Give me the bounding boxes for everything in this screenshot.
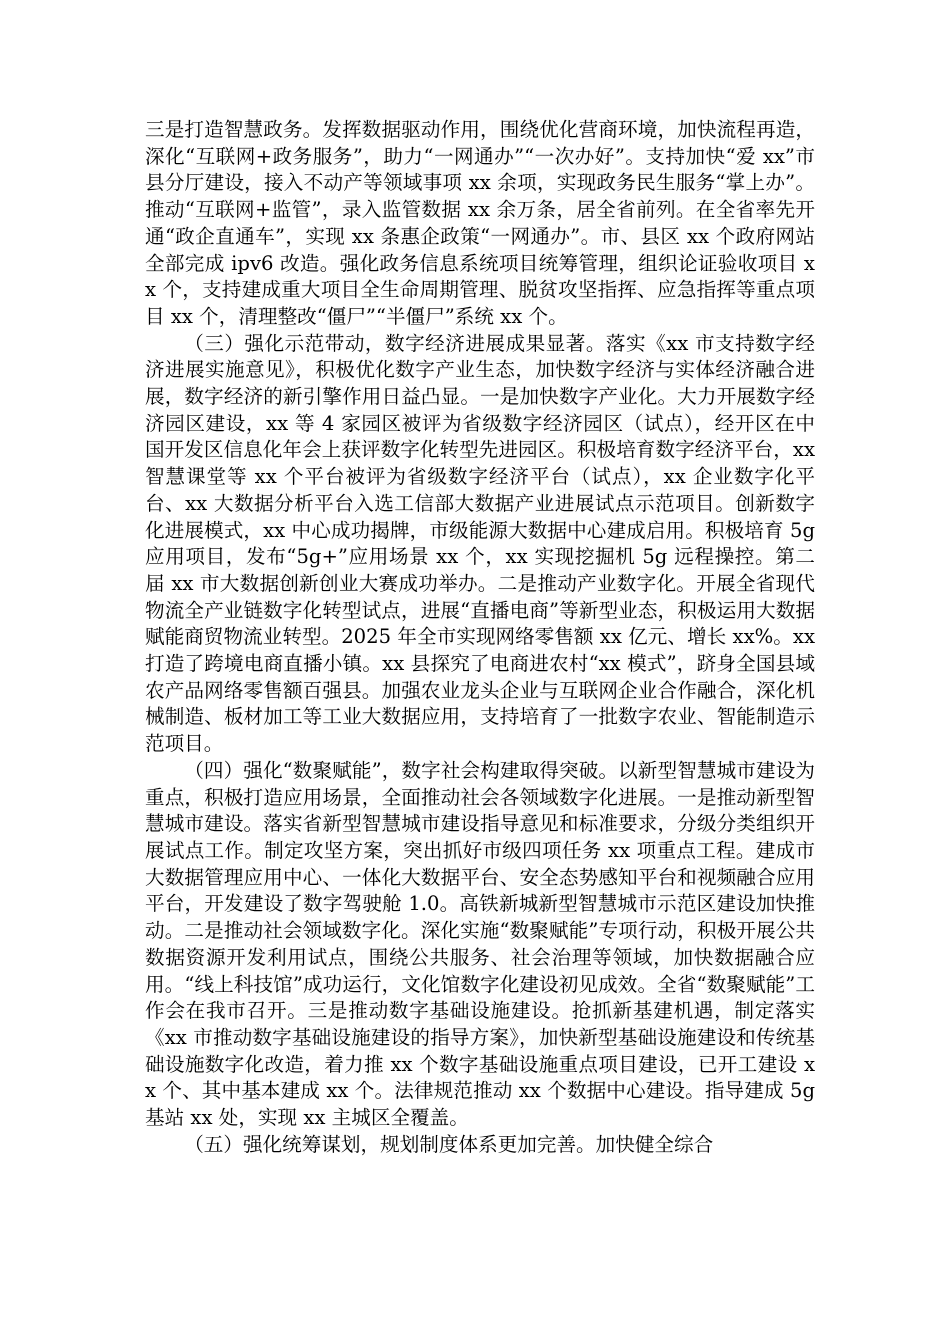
paragraph-planning-system: （五）强化统筹谋划，规划制度体系更加完善。加快健全综合 — [184, 1132, 714, 1156]
paragraph-smart-government: 三是打造智慧政务。发挥数据驱动作用，围绕优化营商环境，加快流程再造，深化“互联网+政务服务”，助力“一网通办”“一次办好”。支持加快“爱 xx”市县分厅建设，接入不动产等领域事项 xx 余项，实现政务民生服务“掌上办”。推动“互联网+监管”，录入监管数据 xx 余万条，居全省前列。在全省率先开通“政企直通车”，实现 xx 条惠企政策“一网通办”。市、县区 xx 个政府网站全部完成 ipv6 改造。强化政务信息系统项目统筹管理，组织论证验收项目 xx 个，支持建成重大项目全生命周期管理、脱贫攻坚指挥、应急指挥等重点项目 xx 个，清理整改“僵尸”“半僵尸”系统 xx 个。 — [145, 118, 815, 328]
paragraph-digital-society: （四）强化“数聚赋能”，数字社会构建取得突破。以新型智慧城市建设为重点，积极打造应用场景，全面推动社会各领域数字化进展。一是推动新型智慧城市建设。落实省新型智慧城市建设指导意见和标准要求，分级分类组织开展试点工作。制定攻坚方案，突出抓好市级四项任务 xx 项重点工程。建成市大数据管理应用中心、一体化大数据平台、安全态势感知平台和视频融合应用平台，开发建设了数字驾驶舱 1.0。高铁新城新型智慧城市示范区建设加快推动。二是推动社会领域数字化。深化实施“数聚赋能”专项行动，积极开展公共数据资源开发利用试点，围绕公共服务、社会治理等领域，加快数据融合应用。“线上科技馆”成功运行，文化馆数字化建设初见成效。全省“数聚赋能”工作会在我市召开。三是推动数字基础设施建设。抢抓新基建机遇，制定落实《xx 市推动数字基础设施建设的指导方案》，加快新型基础设施建设和传统基础设施数字化改造，着力推 xx 个数字基础设施重点项目建设，已开工建设 xx 个、其中基本建成 xx 个。法律规范推动 xx 个数据中心建设。指导建成 5g 基站 xx 处，实现 xx 主城区全覆盖。 — [145, 758, 815, 1130]
document-page — [145, 117, 815, 1158]
paragraph-digital-economy: （三）强化示范带动，数字经济进展成果显著。落实《xx 市支持数字经济进展实施意见》，积极优化数字产业生态，加快数字经济与实体经济融合进展，数字经济的新引擎作用日益凸显。一是加快数字产业化。大力开展数字经济园区建设，xx 等 4 家园区被评为省级数字经济园区（试点），经开区在中国开发区信息化年会上获评数字化转型先进园区。积极培育数字经济平台，xx 智慧课堂等 xx 个平台被评为省级数字经济平台（试点），xx 企业数字化平台、xx 大数据分析平台入选工信部大数据产业进展试点示范项目。创新数字化进展模式，xx 中心成功揭牌，市级能源大数据中心建成启用。积极培育 5g 应用项目，发布“5g+”应用场景 xx 个，xx 实现挖掘机 5g 远程操控。第二届 xx 市大数据创新创业大赛成功举办。二是推动产业数字化。开展全省现代物流全产业链数字化转型试点，进展“直播电商”等新型业态，积极运用大数据赋能商贸物流业转型。2025 年全市实现网络零售额 xx 亿元、增长 xx%。xx 打造了跨境电商直播小镇。xx 县探究了电商进农村“xx 模式”，跻身全国县域农产品网络零售额百强县。加强农业龙头企业与互联网企业合作融合，深化机械制造、板材加工等工业大数据应用，支持培育了一批数字农业、智能制造示范项目。 — [145, 331, 815, 756]
